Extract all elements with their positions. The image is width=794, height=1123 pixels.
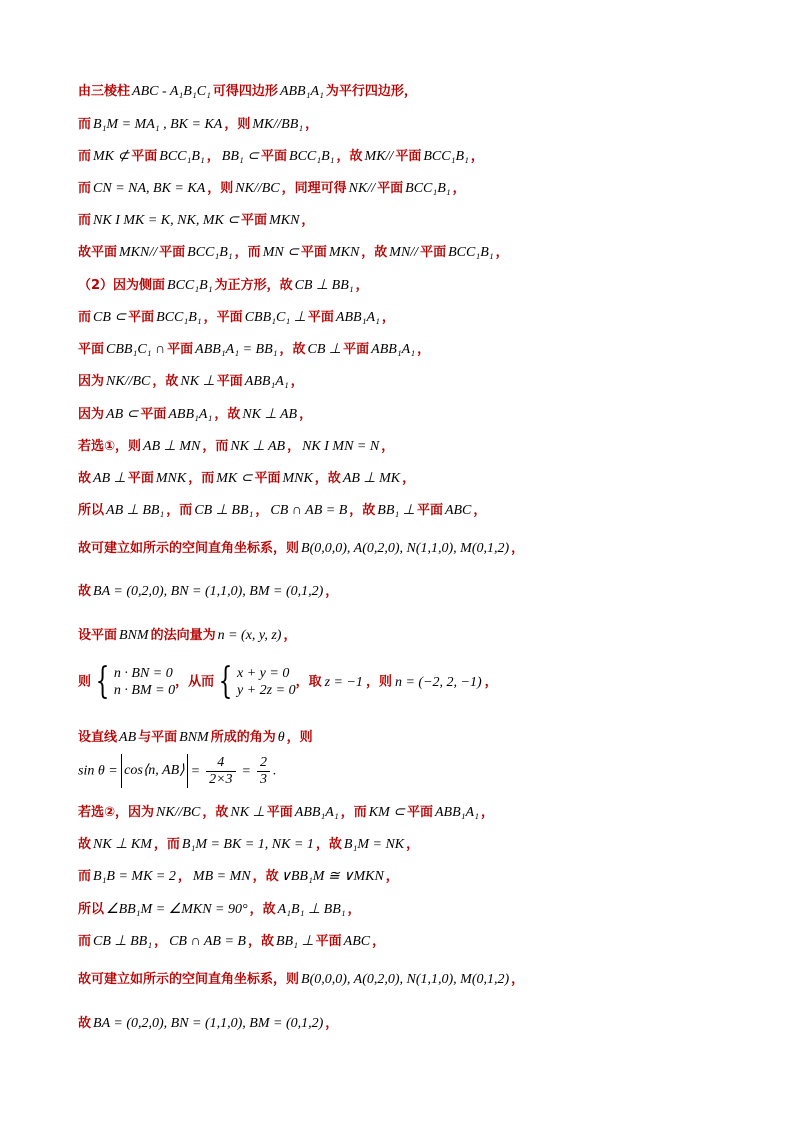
lines2-line-1 [78, 836, 754, 854]
fraction-denominator: 2×3 [209, 771, 233, 787]
math-run: ABB₁A₁ = BB₁ [195, 342, 278, 357]
period: . [272, 763, 277, 779]
lines-line-14 [78, 540, 754, 558]
lines2-line-6 [78, 1015, 754, 1033]
text-run: 则 [78, 674, 92, 690]
math-run: MK// [364, 149, 394, 164]
math-run: CB ⊥ BB₁ [294, 278, 354, 293]
math-run: MK ⊄ [93, 149, 130, 164]
text-run: ，故 [202, 805, 229, 820]
text-run: 平面 [261, 149, 288, 164]
text-run: ，故 [349, 503, 376, 518]
text-run: ，而 [234, 245, 261, 260]
equation-stack-right [237, 665, 296, 699]
math-run: BCC₁B₁ [448, 245, 494, 260]
math-run: n = (x, y, z) [217, 628, 282, 643]
math-run: AB ⊂ [106, 407, 139, 422]
lines-line-12 [78, 470, 754, 488]
text-run: 平面 [343, 342, 370, 357]
math-run: KM ⊂ [368, 805, 405, 820]
math-run: B₁M = MA₁ , BK = KA [93, 117, 223, 132]
text-run: ， [381, 439, 395, 454]
text-run: 而 [78, 213, 92, 228]
math-run: BCC₁B₁ [156, 310, 202, 325]
text-run: ， [417, 342, 431, 357]
math-run: ABB₁A₁ [279, 84, 324, 99]
text-run: ，故 [214, 407, 241, 422]
text-run: 故可建立如所示的空间直角坐标系，则 [78, 972, 300, 987]
math-run: ABC [343, 934, 371, 949]
text-run: ， [283, 628, 297, 643]
math-run: NK I MK = K, NK, MK ⊂ [93, 213, 240, 228]
text-run: 而 [78, 934, 92, 949]
math-run: AB [119, 730, 137, 745]
text-run: ， [325, 584, 339, 599]
text-run: ， [206, 149, 220, 164]
text-run: ， [305, 117, 319, 132]
text-run: 的法向量为 [150, 628, 216, 643]
text-run: 平面 [420, 245, 447, 260]
text-run: 因为 [78, 374, 105, 389]
left-brace: { [218, 661, 233, 702]
math-run: CBB₁C₁ ∩ [106, 342, 166, 357]
math-run: cos⟨n, AB⟩ [124, 763, 185, 778]
equation-stack-left [114, 665, 175, 699]
fraction [257, 755, 270, 788]
lines-line-8 [78, 341, 754, 359]
text-run: ，则 [365, 674, 392, 690]
text-run: ，故 [152, 374, 179, 389]
math-run: BCC₁B₁ [187, 245, 233, 260]
lines-line-4 [78, 212, 754, 230]
text-run: 平面 [140, 407, 167, 422]
text-run: ， [255, 503, 269, 518]
text-run: ， [480, 805, 494, 820]
text-run: 故 [78, 471, 92, 486]
text-run: 若选②，因为 [78, 805, 155, 820]
text-run: ， [290, 374, 304, 389]
text-run: ， [511, 541, 525, 556]
text-run: ， [347, 902, 361, 917]
fraction-denominator: 3 [259, 771, 267, 787]
text-run: 平面 [159, 245, 186, 260]
math-run: NK//BC [106, 374, 151, 389]
text-run: ，取 [295, 674, 322, 690]
math-run: MK ⊂ [216, 471, 253, 486]
text-run: 设直线 [78, 730, 118, 745]
text-run: 平面 [266, 805, 293, 820]
math-run: B(0,0,0), A(0,2,0), N(1,1,0), M(0,1,2) [301, 972, 510, 987]
text-run: ，故 [252, 869, 279, 884]
math-run: AB ⊥ MN [143, 439, 201, 454]
text-run: ，故 [249, 902, 276, 917]
math-run: NK ⊥ [180, 374, 215, 389]
text-run: 所成的角为 [210, 730, 276, 745]
math-run: BB₁ ⊥ [377, 503, 415, 518]
text-run: 而 [78, 181, 92, 196]
text-run: 平面 [395, 149, 422, 164]
text-run: 故 [78, 584, 92, 599]
fraction-numerator: 4 [206, 755, 235, 772]
text-run: 平面 [377, 181, 404, 196]
text-run: ，故 [336, 149, 363, 164]
text-run: 平面 [131, 149, 158, 164]
math-run: NK ⊥ AB [230, 439, 286, 454]
text-run: ，而 [340, 805, 367, 820]
math-run: ABB₁A₁ [168, 407, 213, 422]
math-run: MKN [269, 213, 300, 228]
text-run: 故 [78, 1016, 92, 1031]
text-run: ， [287, 439, 301, 454]
math-run: B(0,0,0), A(0,2,0), N(1,1,0), M(0,1,2) [301, 541, 510, 556]
math-run: CB ∩ AB = B [270, 503, 348, 518]
text-run: 平面 [167, 342, 194, 357]
math-run: BNM [179, 730, 209, 745]
text-run: 所以 [78, 902, 105, 917]
text-run: ，则 [207, 181, 234, 196]
math-run: A₁B₁ ⊥ BB₁ [277, 902, 346, 917]
fraction-numerator: 2 [257, 755, 270, 772]
equals-sign: = [190, 763, 201, 779]
normal-vector-system [78, 661, 498, 702]
text-run: ， [385, 869, 399, 884]
text-run: （2）因为侧面 [78, 278, 166, 293]
text-run: 平面 [216, 374, 243, 389]
text-run: ， [372, 934, 386, 949]
text-run: ，故 [314, 471, 341, 486]
math-run: MB = MN [192, 869, 251, 884]
angle-definition-line [78, 729, 754, 747]
math-run: BB₁ ⊂ [221, 149, 259, 164]
text-run: ， [495, 245, 509, 260]
lines-line-13 [78, 502, 754, 520]
math-run: B₁B = MK = 2 [93, 869, 176, 884]
text-run: 平面 [254, 471, 281, 486]
text-run: 平面 [241, 213, 268, 228]
text-run: ， [511, 972, 525, 987]
lines-line-10 [78, 406, 754, 424]
math-run: BCC₁B₁ [159, 149, 205, 164]
text-run: 平面 [78, 342, 105, 357]
text-run: ， [154, 934, 168, 949]
equals-sign: = [241, 763, 251, 779]
math-run: NK//BC [235, 181, 280, 196]
text-run: 因为 [78, 407, 105, 422]
math-run: B₁M = BK = 1, NK = 1 [181, 837, 314, 852]
math-run: NK I MN = N [302, 439, 380, 454]
text-run: 故平面 [78, 245, 118, 260]
text-run: ， [177, 869, 191, 884]
text-run: 平面 [307, 310, 334, 325]
lines2-line-5 [78, 971, 754, 989]
math-run: z = −1 [324, 674, 363, 690]
math-run: MNK [155, 471, 187, 486]
text-run: ，故 [315, 837, 342, 852]
math-run: ABB₁A₁ [435, 805, 479, 820]
lines2-line-4 [78, 933, 754, 951]
text-run: 为正方形，故 [214, 278, 293, 293]
math-run: AB ⊥ [93, 471, 126, 486]
math-run: ABB₁A₁ [335, 310, 380, 325]
text-run: ， [299, 407, 313, 422]
math-run: MNK [282, 471, 313, 486]
math-run: NK ⊥ AB [242, 407, 298, 422]
math-run: MK//BB₁ [252, 117, 304, 132]
lines-line-2 [78, 148, 754, 166]
math-run: sin θ = [78, 763, 122, 779]
text-run: ，而 [153, 837, 180, 852]
lines2-line-0 [78, 804, 754, 822]
math-run: CB ∩ AB = B [169, 934, 246, 949]
text-run: 可得四边形 [212, 84, 278, 99]
text-run: ， [325, 1016, 339, 1031]
math-run: MKN [328, 245, 360, 260]
math-run: B₁M = NK [343, 837, 405, 852]
left-brace: { [95, 661, 110, 702]
math-run: CBB₁C₁ ⊥ [244, 310, 306, 325]
math-run: ABB₁A₁ [294, 805, 339, 820]
text-run: 而 [78, 869, 92, 884]
text-run: ， [402, 471, 416, 486]
math-run: ABC [444, 503, 472, 518]
text-run: 若选①，则 [78, 439, 142, 454]
math-run: MKN// [119, 245, 158, 260]
lines-line-7 [78, 309, 754, 327]
math-run: MN// [389, 245, 419, 260]
text-run: 设平面 [78, 628, 118, 643]
text-run: ，同理可得 [281, 181, 347, 196]
lines-line-16 [78, 627, 754, 645]
math-run: BCC₁B₁ [289, 149, 335, 164]
math-run: CN = NA, BK = KA [93, 181, 206, 196]
lines-line-1 [78, 116, 754, 134]
text-run: ， [470, 149, 484, 164]
math-run: BNM [119, 628, 149, 643]
text-run: ， [473, 503, 487, 518]
text-run: 所以 [78, 503, 105, 518]
math-run: n = (−2, 2, −1) [394, 674, 482, 690]
text-run: 平面 [406, 805, 433, 820]
math-run: MN ⊂ [262, 245, 299, 260]
sine-formula [78, 754, 276, 788]
text-run: ，则 [286, 730, 313, 745]
text-run: 故 [78, 837, 92, 852]
text-run: 平面 [315, 934, 342, 949]
math-run: AB ⊥ MK [342, 471, 401, 486]
math-run: θ [277, 730, 285, 745]
math-run: ∨BB₁M ≅ ∨MKN [280, 869, 384, 884]
lines-line-3 [78, 180, 754, 198]
text-run: ， [452, 181, 466, 196]
math-run: CB ⊂ [93, 310, 127, 325]
lines2-line-3 [78, 901, 754, 919]
equation-row: n · BN = 0 [113, 666, 173, 681]
math-run: BCC₁B₁ [167, 278, 213, 293]
math-run: NK// [348, 181, 376, 196]
math-run: BCC₁B₁ [423, 149, 469, 164]
text-run: 而 [78, 117, 92, 132]
equation-row: n · BM = 0 [113, 683, 176, 698]
equation-row: y + 2z = 0 [237, 683, 296, 698]
text-run: ，故 [361, 245, 388, 260]
equation-row: x + y = 0 [237, 666, 290, 681]
text-run: 故可建立如所示的空间直角坐标系，则 [78, 541, 300, 556]
text-run: 由三棱柱 [78, 84, 131, 99]
text-run: ，故 [247, 934, 274, 949]
math-run: ABB₁A₁ [244, 374, 289, 389]
lines-line-15 [78, 583, 754, 601]
lines-line-5 [78, 244, 754, 262]
lines2-line-2 [78, 868, 754, 886]
lines-line-6 [78, 277, 754, 295]
text-run: ，则 [224, 117, 251, 132]
text-run: 平面 [127, 471, 154, 486]
text-run: 平面 [300, 245, 327, 260]
text-run: ， [301, 213, 315, 228]
text-run: 与平面 [138, 730, 178, 745]
math-run: CB ⊥ BB₁ [194, 503, 254, 518]
math-run: CB ⊥ [307, 342, 342, 357]
text-run: ，而 [188, 471, 215, 486]
text-run: ， [355, 278, 369, 293]
math-run: BA = (0,2,0), BN = (1,1,0), BM = (0,1,2) [93, 1016, 324, 1031]
math-run: ABC - A₁B₁C₁ [132, 84, 211, 99]
lines-line-0 [78, 83, 754, 101]
text-run: ， [381, 310, 395, 325]
text-run: ，从而 [175, 674, 215, 690]
text-run: 平面 [128, 310, 155, 325]
fraction [206, 755, 235, 788]
math-run: NK ⊥ KM [93, 837, 152, 852]
math-run: NK ⊥ [230, 805, 265, 820]
text-run: ， [484, 674, 498, 690]
math-run: ABB₁A₁ [371, 342, 416, 357]
text-run: ，而 [166, 503, 193, 518]
text-run: ， [406, 837, 420, 852]
text-run: ，故 [279, 342, 306, 357]
lines-line-9 [78, 373, 754, 391]
lines-line-11 [78, 438, 754, 456]
math-run: ∠BB₁M = ∠MKN = 90° [106, 902, 248, 917]
absolute-value [121, 754, 187, 788]
math-run: BCC₁B₁ [405, 181, 451, 196]
text-run: 平面 [416, 503, 443, 518]
text-run: ，平面 [203, 310, 243, 325]
math-run: NK//BC [156, 805, 201, 820]
math-run: BB₁ ⊥ [275, 934, 314, 949]
text-run: 而 [78, 310, 92, 325]
text-run: ，而 [202, 439, 229, 454]
math-run: AB ⊥ BB₁ [106, 503, 165, 518]
text-run: 为平行四边形， [325, 84, 417, 99]
math-run: BA = (0,2,0), BN = (1,1,0), BM = (0,1,2) [93, 584, 324, 599]
text-run: 而 [78, 149, 92, 164]
math-run: CB ⊥ BB₁ [93, 934, 153, 949]
